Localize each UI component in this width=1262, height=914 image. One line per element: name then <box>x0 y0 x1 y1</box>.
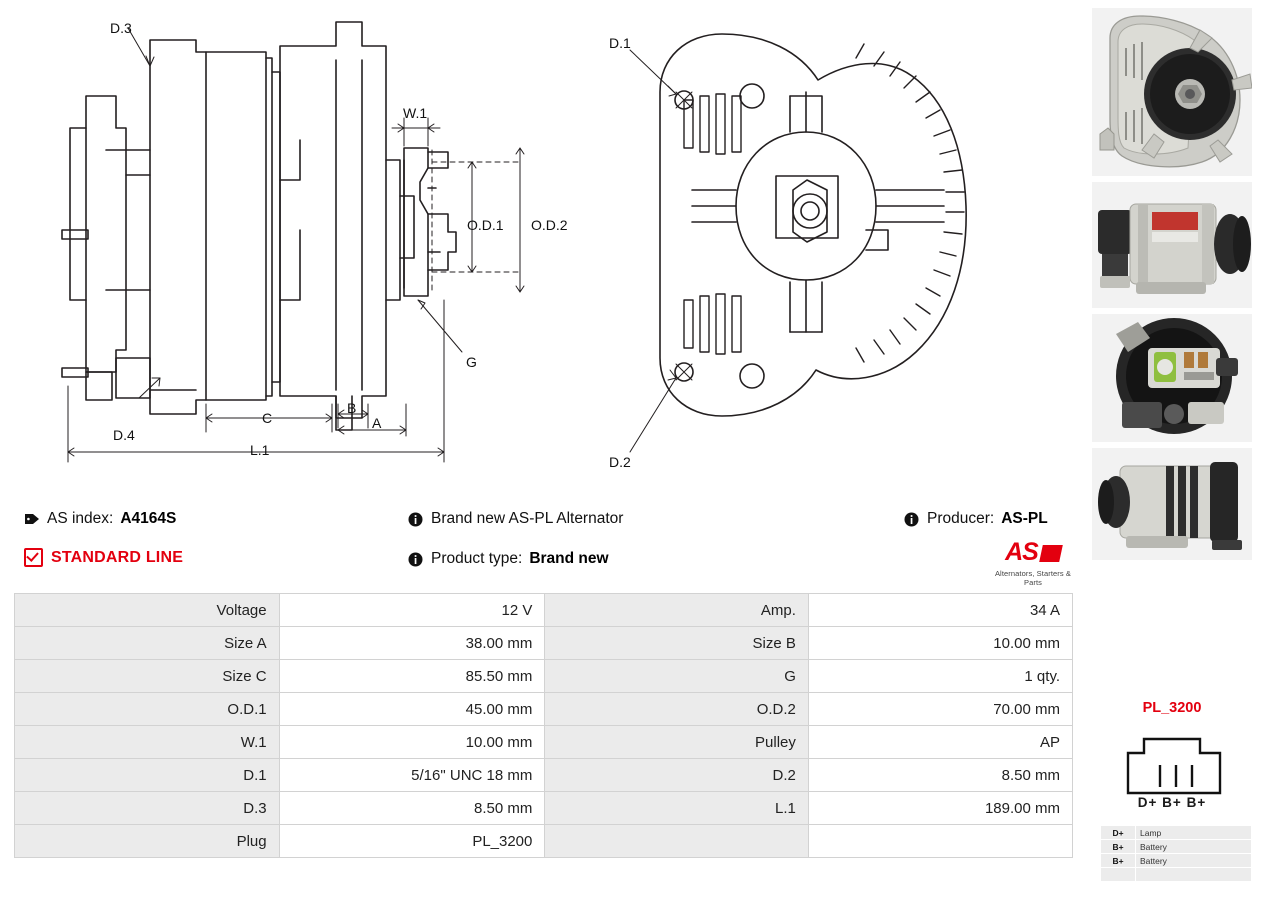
label-l1: L.1 <box>250 442 270 458</box>
spec-value: 8.50 mm <box>808 759 1072 792</box>
table-row <box>15 759 1073 792</box>
spec-label: D.3 <box>15 792 280 825</box>
table-row <box>1101 826 1252 840</box>
table-row-empty <box>1101 868 1252 882</box>
spec-label: Plug <box>15 825 280 858</box>
standard-line-badge <box>24 548 183 567</box>
producer-label: Producer: <box>927 510 995 527</box>
table-row <box>1101 854 1252 868</box>
spec-label: W.1 <box>15 726 280 759</box>
product-photo-side-left[interactable] <box>1092 182 1252 308</box>
as-index-label: AS index: <box>47 510 114 527</box>
plug-pin-table <box>1100 825 1252 882</box>
spec-label: G <box>545 660 809 693</box>
table-row <box>15 825 1073 858</box>
pin-key: D+ <box>1101 826 1136 840</box>
plug-name: PL_3200 <box>1142 700 1202 716</box>
spec-value-empty <box>808 825 1072 858</box>
spec-label: L.1 <box>545 792 809 825</box>
info-block <box>24 500 1074 580</box>
product-type-value: Brand new <box>529 550 609 567</box>
pin-desc: Battery <box>1136 854 1252 868</box>
pin-key: B+ <box>1101 854 1136 868</box>
table-row <box>1101 840 1252 854</box>
label-c: C <box>262 410 273 426</box>
label-d1: D.1 <box>609 35 631 51</box>
spec-value: AP <box>808 726 1072 759</box>
spec-label: Size A <box>15 627 280 660</box>
table-row <box>15 627 1073 660</box>
spec-value: 10.00 mm <box>808 627 1072 660</box>
spec-value: 1 qty. <box>808 660 1072 693</box>
info-icon <box>408 552 424 566</box>
table-row <box>15 792 1073 825</box>
pin-key-empty <box>1101 868 1136 882</box>
pin-desc: Battery <box>1136 840 1252 854</box>
spec-value: 12 V <box>279 594 545 627</box>
spec-label: Size C <box>15 660 280 693</box>
spec-value: 189.00 mm <box>808 792 1072 825</box>
spec-value: 70.00 mm <box>808 693 1072 726</box>
pin-desc-empty <box>1136 868 1252 882</box>
as-pl-logo <box>985 538 1081 587</box>
table-row <box>15 726 1073 759</box>
spec-value: PL_3200 <box>279 825 545 858</box>
label-od2: O.D.2 <box>531 217 568 233</box>
label-od1: O.D.1 <box>467 217 504 233</box>
spec-label: D.2 <box>545 759 809 792</box>
spec-label: D.1 <box>15 759 280 792</box>
spec-label: Amp. <box>545 594 809 627</box>
product-photo-side-right[interactable] <box>1092 448 1252 560</box>
product-type-label: Product type: <box>431 550 523 567</box>
spec-value: 38.00 mm <box>279 627 545 660</box>
producer-value: AS-PL <box>1001 510 1048 527</box>
spec-label: Size B <box>545 627 809 660</box>
spec-value: 5/16" UNC 18 mm <box>279 759 545 792</box>
label-b: B <box>347 400 357 416</box>
spec-value: 10.00 mm <box>279 726 545 759</box>
spec-label: Voltage <box>15 594 280 627</box>
product-photo-rear[interactable] <box>1092 314 1252 442</box>
info-icon <box>904 512 920 526</box>
product-photo-front[interactable] <box>1092 8 1252 176</box>
plug-pin-labels: D+ B+ B+ <box>1137 795 1207 810</box>
label-d3: D.3 <box>110 20 132 36</box>
spec-label: O.D.2 <box>545 693 809 726</box>
standard-line-label: STANDARD LINE <box>51 548 184 566</box>
label-d4: D.4 <box>113 427 135 443</box>
label-w1: W.1 <box>403 105 428 121</box>
logo-bar <box>1039 545 1063 562</box>
spec-label: Pulley <box>545 726 809 759</box>
description-text: Brand new AS-PL Alternator <box>431 510 624 527</box>
logo-text: AS <box>1005 538 1038 566</box>
description-line <box>408 510 623 528</box>
pin-desc: Lamp <box>1136 826 1252 840</box>
tag-icon <box>24 512 40 526</box>
spec-value: 34 A <box>808 594 1072 627</box>
spec-value: 85.50 mm <box>279 660 545 693</box>
table-row <box>15 660 1073 693</box>
as-index-line <box>24 510 176 528</box>
table-row <box>15 693 1073 726</box>
spec-value: 8.50 mm <box>279 792 545 825</box>
producer-line <box>904 510 1048 528</box>
as-index-value: A4164S <box>120 510 177 527</box>
label-a: A <box>372 415 382 431</box>
table-row <box>15 594 1073 627</box>
spec-label-empty <box>545 825 809 858</box>
pin-key: B+ <box>1101 840 1136 854</box>
label-g: G <box>466 354 477 370</box>
label-d2: D.2 <box>609 454 631 470</box>
technical-drawings <box>0 0 1085 490</box>
logo-tagline: Alternators, Starters & Parts <box>994 569 1072 587</box>
info-icon <box>408 512 424 526</box>
specifications-table <box>14 593 1073 858</box>
check-icon <box>24 548 43 567</box>
product-photo-gallery <box>1092 8 1252 566</box>
product-type-line <box>408 550 609 568</box>
spec-value: 45.00 mm <box>279 693 545 726</box>
spec-label: O.D.1 <box>15 693 280 726</box>
plug-diagram <box>1126 735 1222 797</box>
